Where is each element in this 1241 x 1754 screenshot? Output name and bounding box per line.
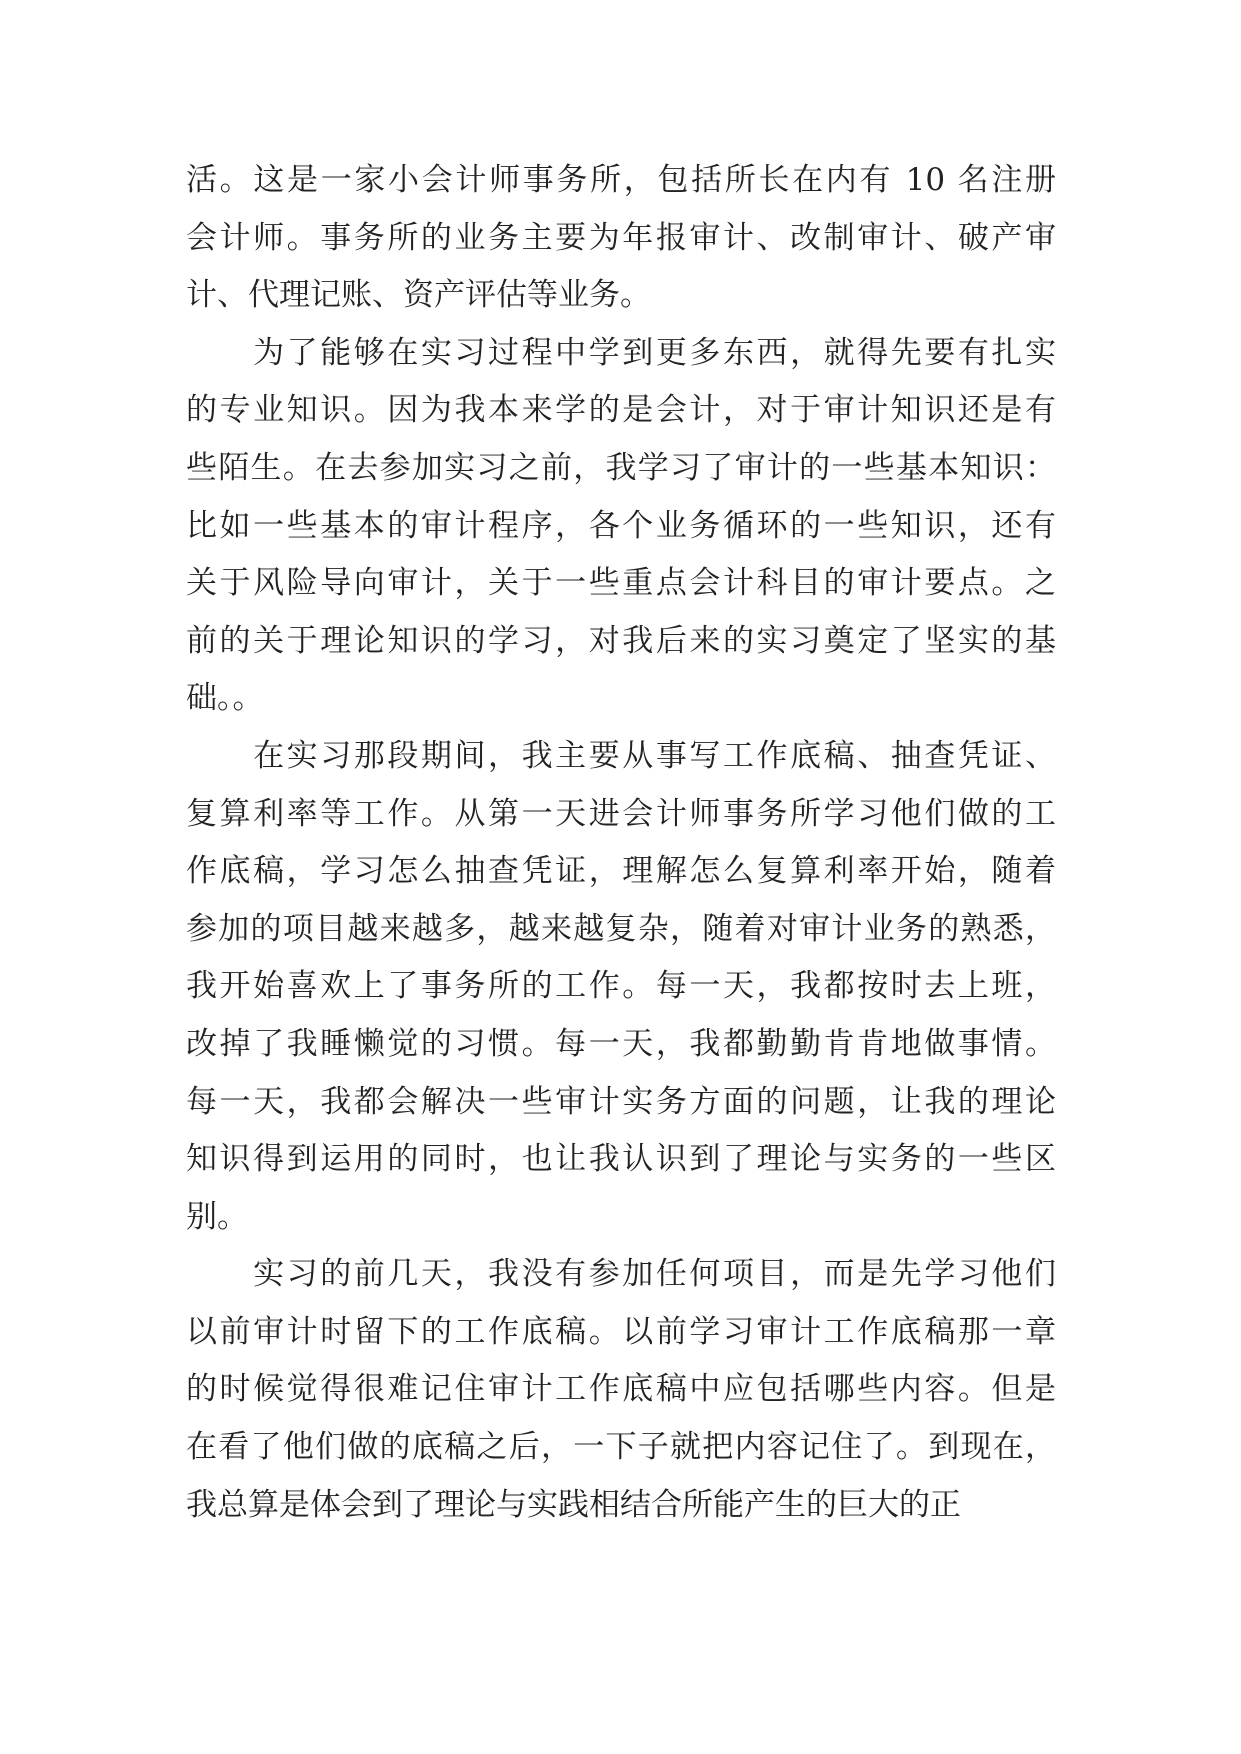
text-line: 关于风险导向审计，关于一些重点会计科目的审计要点。之 (186, 565, 1056, 602)
text-line: 我开始喜欢上了事务所的工作。每一天，我都按时去上班， (186, 968, 1056, 1005)
text-line: 会计师。事务所的业务主要为年报审计、改制审计、破产审 (186, 219, 1056, 256)
text-line: 的专业知识。因为我本来学的是会计，对于审计知识还是有 (186, 392, 1056, 429)
text-line: 改掉了我睡懒觉的习惯。每一天，我都勤勤肯肯地做事情。 (186, 1025, 1056, 1062)
text-line: 我总算是体会到了理论与实践相结合所能产生的巨大的正 (186, 1486, 961, 1523)
text-line: 前的关于理论知识的学习，对我后来的实习奠定了坚实的基 (186, 622, 1056, 659)
paragraph-1 (186, 152, 1056, 325)
text-line: 在实习那段期间，我主要从事写工作底稿、抽查凭证、 (186, 737, 1056, 774)
text-line: 知识得到运用的同时，也让我认识到了理论与实务的一些区 (186, 1141, 1056, 1178)
body-text (186, 152, 1056, 1534)
text-line: 实习的前几天，我没有参加任何项目，而是先学习他们 (186, 1256, 1056, 1293)
text-line: 在看了他们做的底稿之后，一下子就把内容记住了。到现在， (186, 1429, 1056, 1466)
text-line: 参加的项目越来越多，越来越复杂，随着对审计业务的熟悉， (186, 910, 1056, 947)
text-line: 以前审计时留下的工作底稿。以前学习审计工作底稿那一章 (186, 1313, 1056, 1350)
text-line: 作底稿，学习怎么抽查凭证，理解怎么复算利率开始，随着 (186, 853, 1056, 890)
text-line: 活。这是一家小会计师事务所，包括所长在内有 10 名注册 (186, 162, 1056, 198)
paragraph-2 (186, 325, 1056, 728)
text-line: 计、代理记账、资产评估等业务。 (186, 277, 651, 314)
text-line: 些陌生。在去参加实习之前，我学习了审计的一些基本知识： (186, 449, 1056, 486)
text-line: 比如一些基本的审计程序，各个业务循环的一些知识，还有 (186, 507, 1056, 544)
text-line: 复算利率等工作。从第一天进会计师事务所学习他们做的工 (186, 795, 1056, 832)
paragraph-3 (186, 728, 1056, 1246)
text-line: 础。。 (186, 680, 264, 717)
paragraph-4 (186, 1246, 1056, 1534)
text-line: 的时候觉得很难记住审计工作底稿中应包括哪些内容。但是 (186, 1371, 1056, 1408)
text-line: 每一天，我都会解决一些审计实务方面的问题，让我的理论 (186, 1083, 1056, 1120)
text-line: 别。 (186, 1198, 248, 1235)
text-line: 为了能够在实习过程中学到更多东西，就得先要有扎实 (186, 334, 1056, 371)
